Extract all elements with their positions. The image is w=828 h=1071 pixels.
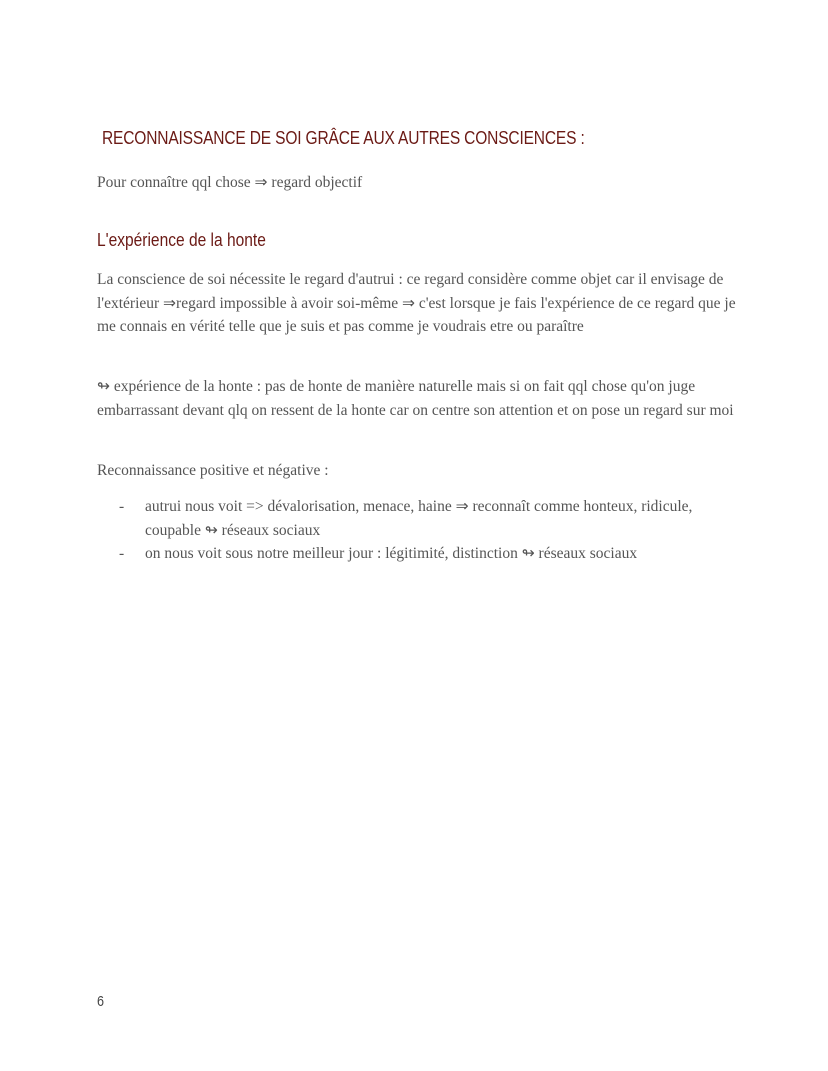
bullet-list xyxy=(97,495,737,566)
paragraph-honte: ↬ expérience de la honte : pas de honte de manière naturelle mais si on fait qql chose qu'on juge embarrassant devant qlq on ressent de la honte car on centre son attention et on pose un regard sur moi xyxy=(97,378,734,419)
page-number: 6 xyxy=(97,993,105,1010)
subheading: L'expérience de la honte xyxy=(97,229,266,250)
intro-line: Pour connaître qql chose ⇒ regard objectif xyxy=(97,174,363,191)
paragraph-conscience: La conscience de soi nécessite le regard d'autrui : ce regard considère comme objet car il envisage de l'extérieur ⇒regard impossible à avoir soi-même ⇒ c'est lorsque je fais l'expérience de ce regard que je me connais en vérité telle que je suis et pas comme je voudrais etre ou paraître xyxy=(97,271,736,335)
list-item xyxy=(97,495,737,542)
list-item-text: autrui nous voit => dévalorisation, menace, haine ⇒ reconnaît comme honteux, ridicule, coupable ↬ réseaux sociaux xyxy=(145,498,693,539)
list-item-text: on nous voit sous notre meilleur jour : légitimité, distinction ↬ réseaux sociaux xyxy=(145,545,638,562)
bullet-dash: - xyxy=(119,498,125,515)
list-item xyxy=(97,542,737,566)
paragraph-reconnaissance: Reconnaissance positive et négative : xyxy=(97,462,329,479)
section-title: RECONNAISSANCE DE SOI GRÂCE AUX AUTRES CONSCIENCES : xyxy=(102,127,585,148)
bullet-dash: - xyxy=(119,545,125,562)
